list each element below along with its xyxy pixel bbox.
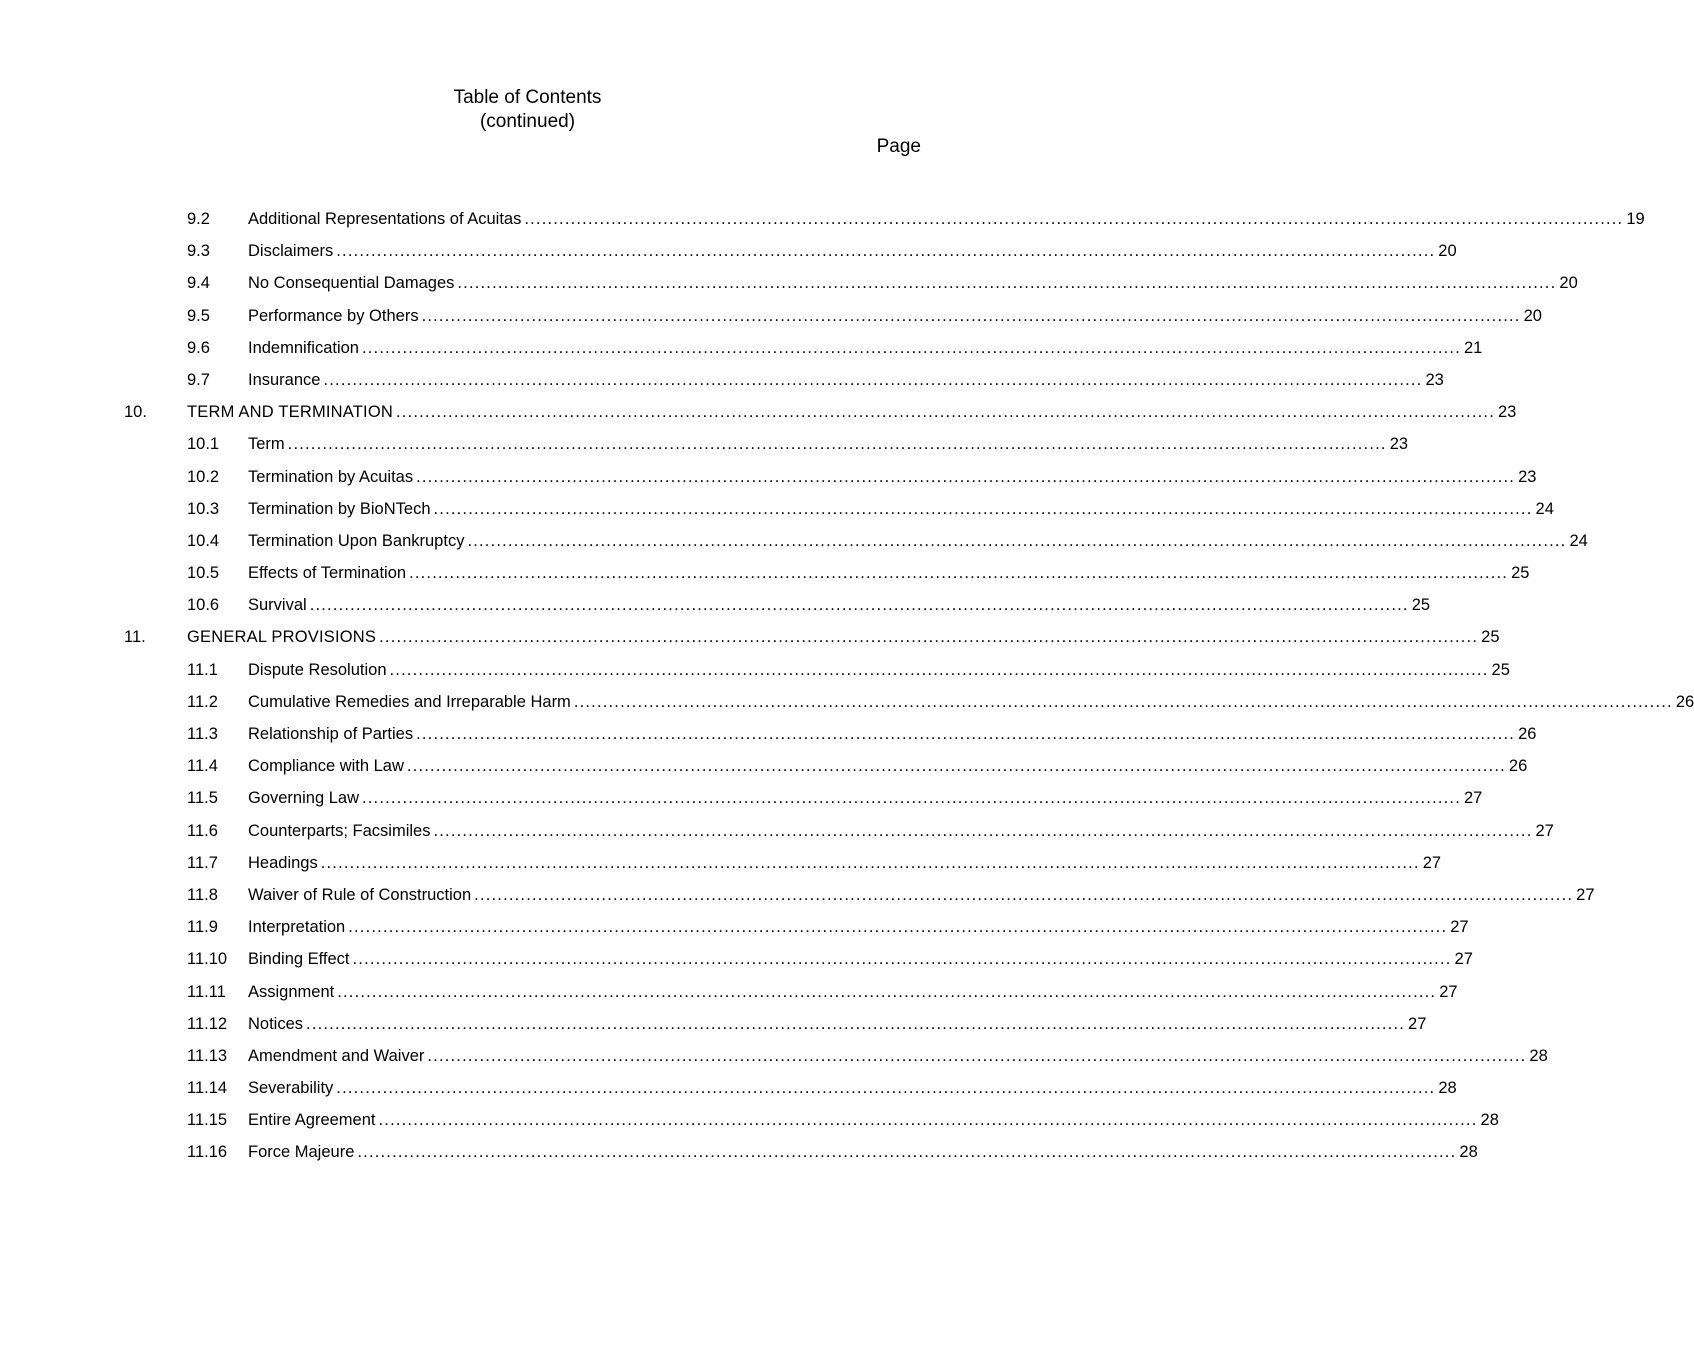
dot-leader: .............................................................................................................................................................................................. <box>379 628 1479 647</box>
toc-section-number: 11. <box>124 628 146 647</box>
toc-entry-page: 19 <box>1626 210 1645 228</box>
toc-entry <box>0 943 1473 975</box>
toc-entry <box>0 493 1554 525</box>
dot-leader: .............................................................................................................................................................................................. <box>361 338 1461 357</box>
toc-entry-line <box>248 267 1578 299</box>
dot-leader: .............................................................................................................................................................................................. <box>395 403 1495 422</box>
dot-leader: .............................................................................................................................................................................................. <box>433 499 1533 518</box>
toc-entry <box>0 686 1694 718</box>
toc-entry-number: 11.14 <box>187 1079 228 1098</box>
toc-section-label: TERM AND TERMINATION <box>187 403 393 422</box>
toc-entry-line <box>248 364 1444 396</box>
toc-entry-label: Relationship of Parties <box>248 725 414 743</box>
toc-entry <box>0 750 1528 782</box>
toc-subtitle: (continued) <box>479 111 576 132</box>
toc-entry <box>0 557 1530 589</box>
toc-entry-line <box>248 718 1537 750</box>
toc-entry-number: 9.7 <box>187 370 210 389</box>
toc-entry-label: Notices <box>248 1014 304 1033</box>
toc-entry-page: 27 <box>1422 853 1442 872</box>
dot-leader: .............................................................................................................................................................................................. <box>336 1079 1436 1098</box>
dot-leader: .............................................................................................................................................................................................. <box>573 692 1673 711</box>
toc-entry-line <box>248 686 1694 718</box>
toc-entry-line <box>187 621 1500 653</box>
dot-leader: .............................................................................................................................................................................................. <box>524 210 1624 228</box>
toc-entry-line <box>248 203 1645 235</box>
toc-entry-number: 11.1 <box>187 660 218 679</box>
toc-entry-label: Force Majeure <box>248 1143 355 1162</box>
toc-entry-line <box>248 525 1588 557</box>
dot-leader: .............................................................................................................................................................................................. <box>306 1014 1406 1033</box>
toc-entry-page: 20 <box>1559 274 1578 293</box>
toc-section-number: 10. <box>124 403 147 422</box>
toc-entry-label: Governing Law <box>248 789 359 808</box>
dot-leader: .............................................................................................................................................................................................. <box>416 725 1516 743</box>
toc-section <box>0 621 1500 653</box>
toc-entry-number: 11.9 <box>187 918 218 937</box>
toc-entry-page: 28 <box>1438 1079 1457 1098</box>
dot-leader: .............................................................................................................................................................................................. <box>467 531 1567 550</box>
toc-entry-number: 11.13 <box>187 1046 228 1065</box>
toc-entry-page: 25 <box>1481 628 1500 647</box>
toc-entry <box>0 589 1431 621</box>
toc-entry-line <box>248 1136 1478 1168</box>
toc-entry-label: Termination by Acuitas <box>248 467 414 486</box>
toc-entry-page: 28 <box>1459 1143 1478 1162</box>
toc-entry <box>0 718 1537 750</box>
toc-entry <box>0 879 1595 911</box>
toc-entry-number: 11.8 <box>187 885 218 904</box>
toc-entry-page: 24 <box>1535 499 1554 518</box>
toc-entry-number: 9.5 <box>187 306 210 325</box>
toc-entry-page: 23 <box>1518 467 1537 486</box>
toc-entry-label: Termination Upon Bankruptcy <box>248 531 465 550</box>
toc-entry <box>0 235 1457 267</box>
toc-entry-number: 9.3 <box>187 242 210 261</box>
toc-entry-label: Termination by BioNTech <box>248 499 431 518</box>
dot-leader: .............................................................................................................................................................................................. <box>457 274 1557 293</box>
toc-entry-label: No Consequential Damages <box>248 274 455 293</box>
toc-entry-line <box>248 911 1469 943</box>
toc-entry-line <box>248 943 1473 975</box>
toc-entry-number: 10.3 <box>187 499 220 518</box>
toc-entry-label: Survival <box>248 596 307 615</box>
toc-entry-number: 9.6 <box>187 338 210 357</box>
toc-entry-number: 11.11 <box>187 982 226 1001</box>
toc-title: Table of Contents <box>453 87 602 108</box>
toc-entry-page: 27 <box>1450 918 1469 937</box>
toc-entry-label: Compliance with Law <box>248 757 404 776</box>
toc-entry-label: Interpretation <box>248 918 346 937</box>
toc-entry-line <box>187 396 1517 428</box>
toc-entry <box>0 976 1458 1008</box>
dot-leader: .............................................................................................................................................................................................. <box>433 821 1533 840</box>
dot-leader: .............................................................................................................................................................................................. <box>378 1111 1478 1130</box>
toc-entry-number: 10.6 <box>187 596 220 615</box>
toc-entry-label: Effects of Termination <box>248 564 407 583</box>
toc-entry-page: 28 <box>1529 1046 1548 1065</box>
toc-entry-line <box>248 1040 1548 1072</box>
toc-entry <box>0 911 1469 943</box>
toc-entry-label: Headings <box>248 853 318 872</box>
toc-entry-label: Amendment and Waiver <box>248 1046 425 1065</box>
toc-entry-number: 11.7 <box>187 853 218 872</box>
toc-entry-number: 11.16 <box>187 1143 228 1162</box>
toc-entry-line <box>248 847 1442 879</box>
toc-entry-number: 11.12 <box>187 1014 228 1033</box>
toc-entry-label: Insurance <box>248 370 321 389</box>
toc-entry-number: 9.2 <box>187 210 210 228</box>
toc-entry-line <box>248 589 1431 621</box>
toc-entry-line <box>248 1072 1457 1104</box>
toc-entry <box>0 332 1483 364</box>
dot-leader: .............................................................................................................................................................................................. <box>361 789 1461 808</box>
toc-entry-line <box>248 976 1458 1008</box>
toc-entry-page: 21 <box>1464 338 1483 357</box>
toc-entry <box>0 847 1442 879</box>
toc-entry-page: 20 <box>1523 306 1542 325</box>
toc-entry <box>0 1040 1548 1072</box>
toc-entry-page: 23 <box>1425 370 1444 389</box>
dot-leader: .............................................................................................................................................................................................. <box>421 306 1521 325</box>
dot-leader: .............................................................................................................................................................................................. <box>409 564 1509 583</box>
toc-entry <box>0 525 1588 557</box>
toc-entry-label: Performance by Others <box>248 306 419 325</box>
toc-entry-line <box>248 654 1510 686</box>
toc-entry-line <box>248 815 1554 847</box>
toc-entry-page: 26 <box>1518 725 1537 743</box>
toc-entry-line <box>248 879 1595 911</box>
toc-entry <box>0 815 1554 847</box>
toc-entry-page: 27 <box>1535 821 1554 840</box>
toc-entry <box>0 1008 1427 1040</box>
dot-leader: .............................................................................................................................................................................................. <box>287 435 1387 454</box>
toc-entry-label: Entire Agreement <box>248 1111 376 1130</box>
toc-entry-label: Additional Representations of Acuitas <box>248 210 522 228</box>
toc-entry-page: 25 <box>1411 596 1431 615</box>
toc-entry <box>0 203 1645 235</box>
toc-entry-number: 10.4 <box>187 531 220 550</box>
toc-entry-line <box>248 428 1409 460</box>
dot-leader: .............................................................................................................................................................................................. <box>348 918 1448 937</box>
toc-entry-page: 28 <box>1480 1111 1499 1130</box>
toc-entry-number: 9.4 <box>187 274 210 293</box>
toc-entry-label: Counterparts; Facsimiles <box>248 821 431 840</box>
toc-entry-line <box>248 782 1483 814</box>
dot-leader: .............................................................................................................................................................................................. <box>352 950 1452 969</box>
toc-entry-page: 26 <box>1508 757 1528 776</box>
toc-entry-page: 27 <box>1439 982 1458 1001</box>
toc-section <box>0 396 1517 428</box>
toc-entry <box>0 300 1542 332</box>
toc-entry-page: 27 <box>1464 789 1483 808</box>
toc-entry <box>0 1072 1457 1104</box>
toc-entry-label: Disclaimers <box>248 242 334 261</box>
toc-entry-line <box>248 332 1483 364</box>
toc-entry-page: 24 <box>1569 531 1588 550</box>
dot-leader: .............................................................................................................................................................................................. <box>323 370 1423 389</box>
dot-leader: .............................................................................................................................................................................................. <box>406 757 1506 776</box>
toc-entry-line <box>248 750 1528 782</box>
toc-entry-number: 11.15 <box>187 1111 228 1130</box>
toc-entry-label: Term <box>248 435 285 454</box>
toc-entry-line <box>248 300 1542 332</box>
toc-entry-page: 27 <box>1576 885 1595 904</box>
toc-entry-number: 10.2 <box>187 467 220 486</box>
toc-entry-number: 11.2 <box>187 692 218 711</box>
toc-list <box>0 203 1694 1169</box>
dot-leader: .............................................................................................................................................................................................. <box>474 885 1574 904</box>
toc-entry-line <box>248 461 1537 493</box>
toc-entry-number: 11.3 <box>187 725 218 743</box>
toc-entry <box>0 1136 1478 1168</box>
toc-entry-number: 10.5 <box>187 564 220 583</box>
toc-entry-label: Waiver of Rule of Construction <box>248 885 472 904</box>
toc-entry-label: Assignment <box>248 982 335 1001</box>
toc-entry-label: Indemnification <box>248 338 359 357</box>
toc-entry-page: 20 <box>1438 242 1457 261</box>
toc-entry-page: 26 <box>1675 692 1694 711</box>
dot-leader: .............................................................................................................................................................................................. <box>416 467 1516 486</box>
dot-leader: .............................................................................................................................................................................................. <box>337 982 1437 1001</box>
toc-entry-number: 11.4 <box>187 757 218 776</box>
dot-leader: .............................................................................................................................................................................................. <box>357 1143 1457 1162</box>
toc-entry-line <box>248 235 1457 267</box>
toc-entry-line <box>248 1104 1499 1136</box>
dot-leader: .............................................................................................................................................................................................. <box>389 660 1489 679</box>
dot-leader: .............................................................................................................................................................................................. <box>336 242 1436 261</box>
toc-entry-page: 27 <box>1454 950 1473 969</box>
toc-entry-number: 11.10 <box>187 950 228 969</box>
dot-leader: .............................................................................................................................................................................................. <box>309 596 1409 615</box>
toc-entry-number: 10.1 <box>187 435 220 454</box>
page-column-label: Page <box>876 136 921 157</box>
toc-entry-number: 11.6 <box>187 821 218 840</box>
toc-entry-page: 23 <box>1389 435 1409 454</box>
dot-leader: .............................................................................................................................................................................................. <box>427 1046 1527 1065</box>
toc-entry-label: Dispute Resolution <box>248 660 387 679</box>
toc-entry <box>0 428 1409 460</box>
toc-entry-line <box>248 557 1530 589</box>
toc-entry <box>0 364 1444 396</box>
toc-entry <box>0 782 1483 814</box>
toc-entry-page: 23 <box>1498 403 1517 422</box>
toc-entry-page: 27 <box>1408 1014 1427 1033</box>
toc-entry <box>0 267 1578 299</box>
toc-entry-line <box>248 1008 1427 1040</box>
dot-leader: .............................................................................................................................................................................................. <box>320 853 1420 872</box>
toc-entry-line <box>248 493 1554 525</box>
toc-entry-label: Cumulative Remedies and Irreparable Harm <box>248 692 571 711</box>
toc-entry <box>0 1104 1499 1136</box>
toc-entry-page: 25 <box>1511 564 1530 583</box>
toc-entry <box>0 654 1510 686</box>
toc-entry-page: 25 <box>1491 660 1510 679</box>
toc-entry-label: Binding Effect <box>248 950 350 969</box>
toc-section-label: GENERAL PROVISIONS <box>187 628 377 647</box>
toc-entry-label: Severability <box>248 1079 334 1098</box>
toc-entry <box>0 461 1537 493</box>
toc-entry-number: 11.5 <box>187 789 218 808</box>
